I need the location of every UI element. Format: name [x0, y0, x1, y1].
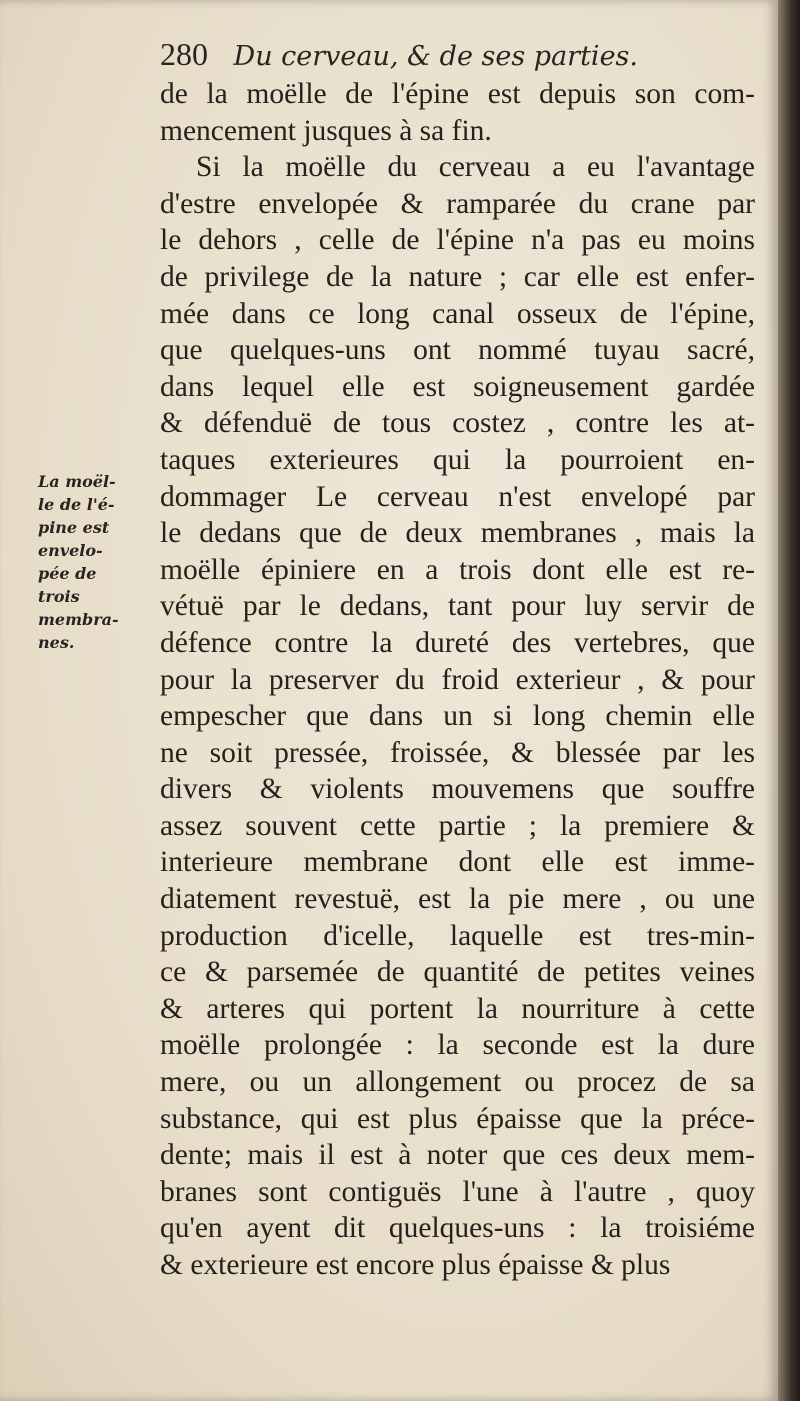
text-line: mée dans ce long canal osseux de l'épine, — [160, 297, 755, 330]
body-text — [160, 76, 755, 1284]
margin-note-line: La moël- — [38, 472, 116, 491]
margin-note-line: membra- — [38, 610, 119, 629]
text-line: production d'icelle, laquelle est tres-min- — [160, 919, 755, 952]
text-line: dans lequel elle est soigneusement gardée — [160, 370, 755, 403]
text-line: mere, ou un allongement ou procez de sa — [160, 1066, 755, 1099]
text-line: de la moëlle de l'épine est depuis son com- — [160, 78, 755, 110]
text-line: mencement jusques à sa fin. — [160, 114, 492, 147]
text-line: le dedans que de deux membranes , mais la — [160, 517, 755, 550]
page-edge-shadow — [778, 0, 800, 1401]
running-header — [160, 36, 720, 73]
text-line: & défenduë de tous costez , contre les at- — [160, 407, 755, 440]
text-line: interieure membrane dont elle est imme- — [160, 846, 755, 879]
text-line: le dehors , celle de l'épine n'a pas eu moins — [160, 224, 755, 257]
text-line: ne soit pressée, froissée, & blessée par les — [160, 736, 755, 769]
text-line: dommager Le cerveau n'est envelopé par — [160, 480, 755, 513]
margin-note-line: envelo- — [38, 541, 103, 560]
running-title: Du cerveau, & de ses parties. — [233, 41, 638, 72]
margin-note-line: le de l'é- — [38, 495, 115, 514]
text-line: vétuë par le dedans, tant pour luy servir de — [160, 590, 755, 623]
text-line: moëlle épiniere en a trois dont elle est re- — [160, 553, 755, 586]
text-line: que quelques-uns ont nommé tuyau sacré, — [160, 334, 755, 367]
text-line: divers & violents mouvemens que souffre — [160, 773, 755, 806]
text-line: & arteres qui portent la nourriture à cette — [160, 992, 755, 1025]
text-line: taques exterieures qui la pourroient en- — [160, 443, 755, 476]
margin-note-line: pée de — [38, 564, 97, 583]
text-line: Si la moëlle du cerveau a eu l'avantage — [196, 151, 755, 184]
text-line: substance, qui est plus épaisse que la préce- — [160, 1102, 755, 1135]
text-line: ce & parsemée de quantité de petites veines — [160, 956, 755, 989]
text-line: d'estre envelopée & ramparée du crane par — [160, 187, 755, 220]
text-line: qu'en ayent dit quelques-uns : la troisiéme — [160, 1212, 755, 1245]
text-line: & exterieure est encore plus épaisse & plus — [160, 1249, 671, 1281]
text-line: moëlle prolongée : la seconde est la dure — [160, 1029, 755, 1062]
text-line: défence contre la dureté des vertebres, que — [160, 626, 755, 659]
text-line: branes sont contiguës l'une à l'autre , quoy — [160, 1175, 755, 1208]
page-number: 280 — [160, 36, 208, 72]
text-line: empescher que dans un si long chemin elle — [160, 700, 755, 733]
text-line: dente; mais il est à noter que ces deux mem- — [160, 1139, 755, 1172]
text-line: de privilege de la nature ; car elle est enfer- — [160, 260, 755, 293]
margin-note-line: nes. — [38, 633, 75, 652]
text-line: diatement revestuë, est la pie mere , ou une — [160, 883, 755, 916]
text-line: pour la preserver du froid exterieur , & pour — [160, 663, 755, 696]
margin-note — [38, 470, 156, 654]
margin-note-line: pine est — [38, 518, 110, 537]
margin-note-line: trois — [38, 587, 80, 606]
text-line: assez souvent cette partie ; la premiere & — [160, 809, 755, 842]
